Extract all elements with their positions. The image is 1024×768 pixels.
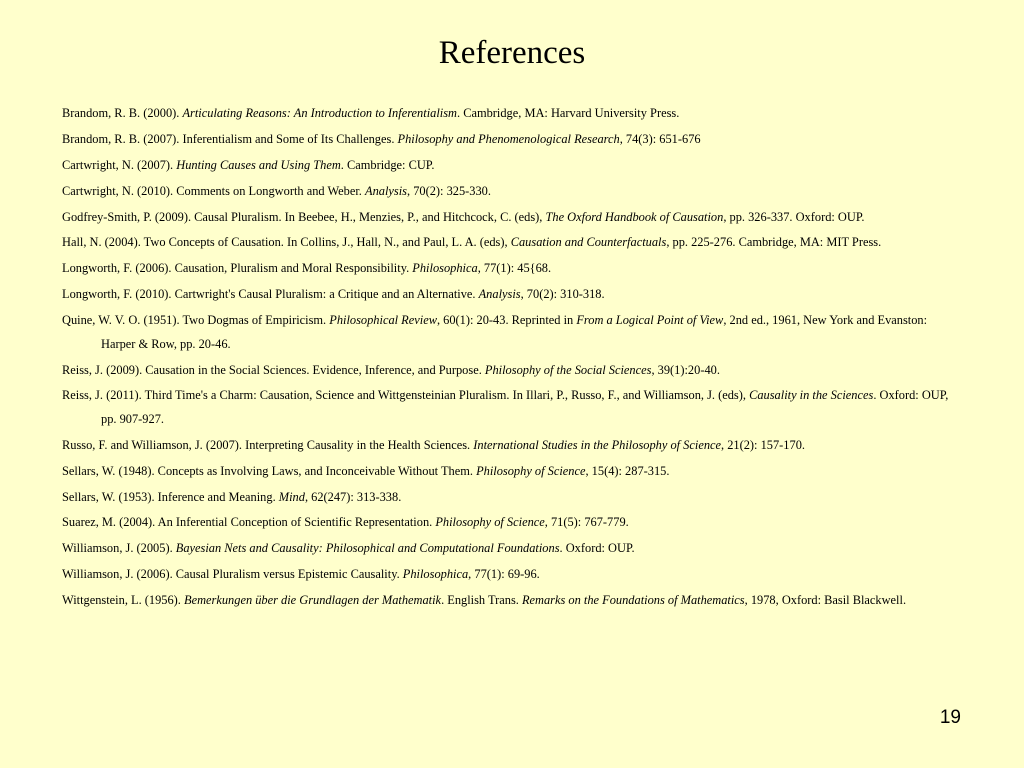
reference-text: , 1978, Oxford: Basil Blackwell. <box>744 593 907 608</box>
reference-text: , 71(5): 767-779. <box>544 515 629 530</box>
reference-item <box>62 180 962 204</box>
reference-title: Analysis <box>365 183 407 198</box>
reference-item <box>62 231 962 255</box>
reference-item <box>62 434 962 458</box>
reference-title: Philosophica <box>412 261 478 276</box>
reference-list <box>62 102 962 615</box>
reference-title: International Studies in the Philosophy of Science <box>473 437 722 452</box>
reference-text: Russo, F. and Williamson, J. (2007). Interpreting Causality in the Health Sciences. <box>62 437 474 452</box>
reference-text: , pp. 326-337. Oxford: OUP. <box>723 209 865 224</box>
reference-text: Hall, N. (2004). Two Concepts of Causation. In Collins, J., Hall, N., and Paul, L. A. (eds), <box>62 235 511 250</box>
reference-item <box>62 460 962 484</box>
reference-text: , 70(2): 310-318. <box>520 287 605 302</box>
reference-title: Hunting Causes and Using Them <box>176 157 341 172</box>
reference-title: Philosophy and Phenomenological Research <box>397 131 620 146</box>
reference-title: Remarks on the Foundations of Mathematics <box>521 593 745 608</box>
reference-text: , 70(2): 325-330. <box>407 183 491 198</box>
reference-text: . English Trans. <box>441 593 522 608</box>
reference-item <box>62 537 962 561</box>
reference-title: Philosophy of Science <box>476 463 586 478</box>
reference-text: , 2nd ed., 1961, New York and Evanston: Harper & Row, pp. 20-46. <box>101 313 928 351</box>
reference-item <box>62 102 962 126</box>
reference-item <box>62 511 962 535</box>
reference-text: , 77(1): 69-96. <box>468 567 540 582</box>
reference-text: Brandom, R. B. (2007). Inferentialism and Some of Its Challenges. <box>62 131 398 146</box>
reference-text: , 39(1):20-40. <box>651 362 720 377</box>
slide-title: References <box>438 35 586 71</box>
reference-text: , pp. 225-276. Cambridge, MA: MIT Press. <box>666 235 882 250</box>
reference-item <box>62 384 962 431</box>
reference-title: Philosophical Review <box>329 313 437 328</box>
reference-title: Philosophy of Science <box>435 515 545 530</box>
reference-title: Causation and Counterfactuals <box>510 235 667 250</box>
reference-text: , 77(1): 45{68. <box>477 261 552 276</box>
reference-text: Wittgenstein, L. (1956). <box>62 593 185 608</box>
reference-title: Bemerkungen über die Grundlagen der Mathematik <box>184 593 442 608</box>
reference-text: . Oxford: OUP. <box>559 541 635 556</box>
reference-text: . Oxford: OUP, pp. 907-927. <box>101 388 949 426</box>
reference-text: Longworth, F. (2010). Cartwright's Causal Pluralism: a Critique and an Alternative. <box>62 287 479 302</box>
reference-text: Quine, W. V. O. (1951). Two Dogmas of Empiricism. <box>62 313 330 328</box>
page-number: 19 <box>939 707 961 728</box>
reference-title: Causality in the Sciences <box>749 388 874 403</box>
reference-title: Philosophy of the Social Sciences <box>484 362 652 377</box>
reference-item <box>62 206 962 230</box>
reference-title: Philosophica <box>402 567 469 582</box>
reference-item <box>62 589 962 613</box>
reference-title: Bayesian Nets and Causality: Philosophical and Computational Foundations <box>175 541 560 556</box>
reference-text: Brandom, R. B. (2000). <box>62 106 183 120</box>
reference-text: Williamson, J. (2006). Causal Pluralism versus Epistemic Causality. <box>62 567 403 582</box>
reference-text: Longworth, F. (2006). Causation, Pluralism and Moral Responsibility. <box>62 261 413 276</box>
reference-text: , 15(4): 287-315. <box>585 463 670 478</box>
reference-text: . Cambridge, MA: Harvard University Press. <box>457 106 680 120</box>
reference-title: The Oxford Handbook of Causation <box>545 209 724 224</box>
reference-item <box>62 283 962 307</box>
reference-text: , 62(247): 313-338. <box>304 489 402 504</box>
reference-text: , 60(1): 20-43. Reprinted in <box>436 313 577 328</box>
reference-text: . Cambridge: CUP. <box>340 157 435 172</box>
reference-item <box>62 154 962 178</box>
reference-text: Cartwright, N. (2010). Comments on Longworth and Weber. <box>62 183 365 198</box>
reference-title: Mind <box>278 489 305 504</box>
reference-text: Godfrey-Smith, P. (2009). Causal Pluralism. In Beebee, H., Menzies, P., and Hitchcock, C. (eds), <box>62 209 546 224</box>
reference-text: Reiss, J. (2011). Third Time's a Charm: Causation, Science and Wittgensteinian Pluralism. In Illari, P., Russo, F., and Williamson, J. (eds), <box>62 388 750 403</box>
reference-title: Articulating Reasons: An Introduction to Inferentialism <box>182 106 457 120</box>
reference-text: , 74(3): 651-676 <box>619 131 701 146</box>
reference-text: Reiss, J. (2009). Causation in the Social Sciences. Evidence, Inference, and Purpose. <box>62 362 485 377</box>
reference-text: , 21(2): 157-170. <box>721 437 805 452</box>
reference-item <box>62 309 962 356</box>
reference-text: Sellars, W. (1953). Inference and Meaning. <box>62 489 279 504</box>
reference-text: Cartwright, N. (2007). <box>62 157 177 172</box>
reference-item <box>62 486 962 510</box>
reference-item <box>62 128 962 152</box>
reference-item <box>62 563 962 587</box>
reference-title: Analysis <box>478 287 521 302</box>
reference-text: Sellars, W. (1948). Concepts as Involving Laws, and Inconceivable Without Them. <box>62 463 477 478</box>
reference-item <box>62 257 962 281</box>
reference-title: From a Logical Point of View <box>576 313 724 328</box>
reference-text: Williamson, J. (2005). <box>62 541 176 556</box>
reference-text: Suarez, M. (2004). An Inferential Conception of Scientific Representation. <box>62 515 436 530</box>
reference-item <box>62 359 962 383</box>
